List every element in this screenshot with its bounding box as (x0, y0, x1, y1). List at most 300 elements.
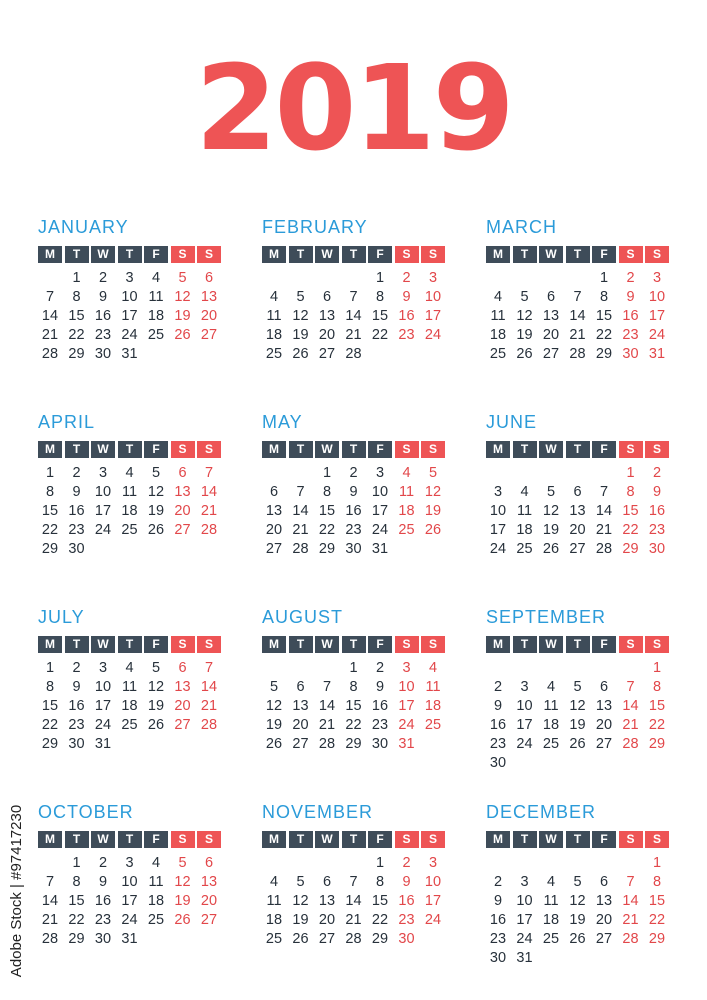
weekday-header-cell: T (118, 246, 142, 263)
weekday-header-cell: F (592, 636, 616, 653)
day-cell: 19 (292, 912, 309, 928)
weekend-header-cell: S (421, 246, 445, 263)
day-cell: 18 (147, 308, 165, 324)
day-cell: 4 (151, 855, 161, 871)
weekend-day: 7 (626, 874, 635, 890)
weekend-header-cell: S (619, 831, 643, 848)
weekend-day: 27 (174, 717, 191, 733)
day-cell: 11 (516, 503, 533, 519)
day-cell: 3 (125, 270, 134, 286)
weekday-header-cell: T (289, 246, 313, 263)
weekend-day: 23 (622, 327, 639, 343)
weekend-day: 5 (178, 855, 187, 871)
day-cell: 3 (520, 679, 529, 695)
day-cell: 1 (45, 660, 55, 676)
weekday-header-cell: F (368, 831, 392, 848)
day-cell: 4 (151, 270, 161, 286)
day-cell: 15 (68, 308, 85, 324)
day-cell: 18 (516, 522, 533, 538)
weekend-header-cell: S (645, 441, 669, 458)
day-cell: 19 (292, 327, 309, 343)
weekday-header-cell: W (315, 246, 339, 263)
day-cell: 2 (72, 660, 81, 676)
day-cell: 29 (68, 931, 85, 947)
day-cell: 25 (121, 717, 138, 733)
day-cell: 16 (94, 893, 112, 909)
weekend-header-cell: S (395, 636, 419, 653)
day-cell: 25 (265, 931, 283, 947)
day-cell: 7 (349, 289, 358, 305)
day-cell: 16 (345, 503, 362, 519)
weekend-day: 30 (622, 346, 639, 362)
day-cell: 9 (349, 484, 358, 500)
day-cell: 5 (151, 465, 161, 481)
day-cell: 3 (375, 465, 385, 481)
day-cell: 9 (375, 679, 385, 695)
day-cell: 6 (546, 289, 556, 305)
weekday-header-cell: M (262, 246, 286, 263)
day-cell: 29 (345, 736, 362, 752)
weekend-day: 11 (425, 679, 441, 695)
weekday-header-cell: F (144, 246, 168, 263)
weekend-header-cell: S (171, 831, 195, 848)
day-cell: 15 (345, 698, 362, 714)
day-cell: 30 (489, 755, 507, 771)
day-cell: 24 (94, 717, 112, 733)
weekday-header-cell: W (539, 441, 563, 458)
stock-id-label: Adobe Stock | #97417230 (8, 804, 25, 978)
day-cell: 4 (125, 465, 134, 481)
day-cell: 18 (265, 912, 283, 928)
day-cell: 13 (569, 503, 586, 519)
day-cell: 5 (520, 289, 529, 305)
weekend-day: 9 (652, 484, 662, 500)
weekend-day: 15 (622, 503, 639, 519)
weekend-day: 12 (174, 289, 191, 305)
day-cell: 2 (493, 874, 503, 890)
weekend-day: 12 (424, 484, 442, 500)
day-cell: 23 (489, 736, 507, 752)
day-cell: 14 (318, 698, 336, 714)
day-cell: 23 (371, 717, 389, 733)
weekend-day: 22 (648, 912, 666, 928)
weekday-header-cell: W (315, 831, 339, 848)
day-cell: 10 (94, 484, 112, 500)
month-name: DECEMBER (486, 802, 597, 822)
weekday-header-cell: F (592, 441, 616, 458)
day-cell: 30 (94, 346, 112, 362)
weekday-header-cell: M (262, 636, 286, 653)
weekend-header-cell: S (421, 831, 445, 848)
weekend-header-cell: S (171, 636, 195, 653)
weekday-header-cell: T (65, 831, 89, 848)
day-cell: 27 (265, 541, 283, 557)
weekend-header-cell: S (197, 441, 221, 458)
weekend-day: 7 (626, 679, 635, 695)
day-cell: 6 (322, 289, 332, 305)
day-cell: 28 (318, 736, 336, 752)
weekend-day: 4 (428, 660, 438, 676)
day-cell: 28 (292, 541, 309, 557)
day-cell: 24 (121, 912, 138, 928)
weekend-day: 20 (174, 698, 191, 714)
day-cell: 26 (265, 736, 283, 752)
day-cell: 5 (546, 484, 556, 500)
day-cell: 25 (147, 327, 165, 343)
weekday-header-cell: M (486, 831, 510, 848)
weekend-day: 10 (398, 679, 415, 695)
day-cell: 23 (489, 931, 507, 947)
day-cell: 12 (147, 484, 165, 500)
day-cell: 19 (147, 698, 165, 714)
day-cell: 15 (68, 893, 85, 909)
day-cell: 31 (94, 736, 112, 752)
day-cell: 27 (318, 346, 336, 362)
day-cell: 29 (595, 346, 613, 362)
weekend-header-cell: S (197, 831, 221, 848)
day-cell: 16 (94, 308, 112, 324)
weekday-header-cell: T (342, 636, 366, 653)
weekend-day: 17 (648, 308, 666, 324)
weekend-day: 28 (622, 931, 639, 947)
weekday-header (38, 831, 223, 848)
weekend-day: 22 (622, 522, 639, 538)
weekend-day: 18 (398, 503, 415, 519)
weekend-day: 17 (424, 308, 442, 324)
day-cell: 18 (542, 912, 560, 928)
day-cell: 17 (489, 522, 507, 538)
day-cell: 21 (345, 327, 362, 343)
day-cell: 2 (375, 660, 385, 676)
month-name: OCTOBER (38, 802, 134, 822)
weekday-header (262, 246, 447, 263)
weekend-day: 26 (424, 522, 442, 538)
day-cell: 8 (72, 874, 81, 890)
weekday-header-cell: M (486, 246, 510, 263)
weekend-day: 14 (622, 893, 639, 909)
weekend-day: 5 (428, 465, 438, 481)
day-cell: 22 (41, 522, 59, 538)
day-cell: 11 (148, 289, 164, 305)
weekend-day: 3 (402, 660, 411, 676)
weekday-header-cell: M (486, 441, 510, 458)
day-cell: 18 (121, 503, 138, 519)
weekday-header-cell: T (566, 441, 590, 458)
weekend-day: 3 (428, 270, 438, 286)
weekday-header (38, 441, 223, 458)
day-cell: 13 (292, 698, 309, 714)
day-cell: 19 (147, 503, 165, 519)
weekend-day: 13 (174, 484, 191, 500)
weekday-header-cell: T (513, 246, 537, 263)
day-cell: 6 (322, 874, 332, 890)
day-cell: 31 (371, 541, 389, 557)
day-cell: 15 (318, 503, 336, 519)
weekend-day: 27 (200, 327, 218, 343)
day-cell: 29 (318, 541, 336, 557)
weekend-day: 7 (204, 660, 214, 676)
day-cell: 12 (292, 893, 309, 909)
day-cell: 2 (493, 679, 503, 695)
weekend-day: 6 (204, 855, 214, 871)
day-cell: 6 (269, 484, 279, 500)
day-cell: 27 (595, 736, 613, 752)
weekend-day: 26 (174, 912, 191, 928)
day-cell: 11 (490, 308, 506, 324)
day-cell: 14 (345, 893, 362, 909)
day-cell: 17 (121, 893, 138, 909)
weekend-header-cell: S (645, 246, 669, 263)
weekend-day: 28 (622, 736, 639, 752)
day-cell: 7 (45, 874, 55, 890)
day-cell: 26 (516, 346, 533, 362)
weekend-day: 30 (398, 931, 415, 947)
day-cell: 27 (595, 931, 613, 947)
weekend-day: 16 (398, 893, 415, 909)
weekday-header-cell: W (315, 441, 339, 458)
weekday-header-cell: W (91, 441, 115, 458)
weekday-header-cell: W (91, 831, 115, 848)
weekend-day: 17 (424, 893, 442, 909)
month-name: APRIL (38, 412, 96, 432)
weekend-day: 22 (648, 717, 666, 733)
weekend-header-cell: S (171, 441, 195, 458)
day-cell: 12 (292, 308, 309, 324)
day-cell: 24 (489, 541, 507, 557)
weekend-header-cell: S (395, 441, 419, 458)
weekend-day: 2 (402, 855, 411, 871)
weekend-header-cell: S (197, 636, 221, 653)
weekday-header-cell: T (118, 636, 142, 653)
day-cell: 31 (121, 346, 138, 362)
day-cell: 26 (292, 931, 309, 947)
weekday-header-cell: T (289, 831, 313, 848)
month-name: MARCH (486, 217, 557, 237)
day-cell: 6 (573, 484, 582, 500)
day-cell: 7 (296, 484, 305, 500)
day-cell: 25 (542, 736, 560, 752)
day-cell: 28 (595, 541, 613, 557)
weekend-day: 13 (174, 679, 191, 695)
weekend-day: 14 (200, 484, 218, 500)
weekend-day: 14 (200, 679, 218, 695)
weekend-day: 11 (398, 484, 415, 500)
weekday-header-cell: T (513, 441, 537, 458)
day-cell: 30 (345, 541, 362, 557)
day-cell: 9 (98, 874, 108, 890)
day-cell: 11 (266, 893, 282, 909)
day-cell: 16 (489, 717, 507, 733)
day-cell: 26 (292, 346, 309, 362)
day-cell: 25 (542, 931, 560, 947)
weekend-day: 28 (200, 717, 218, 733)
day-cell: 7 (349, 874, 358, 890)
weekend-day: 1 (652, 660, 662, 676)
day-cell: 10 (489, 503, 507, 519)
day-cell: 16 (68, 503, 85, 519)
day-cell: 3 (520, 874, 529, 890)
day-cell: 19 (265, 717, 283, 733)
day-cell: 15 (41, 698, 59, 714)
day-cell: 21 (41, 912, 59, 928)
weekday-header-cell: M (38, 246, 62, 263)
day-cell: 8 (375, 289, 385, 305)
weekend-day: 24 (648, 327, 666, 343)
weekend-day: 5 (178, 270, 187, 286)
day-cell: 13 (595, 698, 613, 714)
day-cell: 18 (542, 717, 560, 733)
weekend-day: 23 (648, 522, 666, 538)
day-cell: 8 (375, 874, 385, 890)
day-cell: 22 (595, 327, 613, 343)
day-cell: 22 (68, 912, 85, 928)
weekend-day: 4 (402, 465, 411, 481)
day-cell: 20 (569, 522, 586, 538)
weekend-day: 27 (174, 522, 191, 538)
day-cell: 4 (546, 874, 556, 890)
day-cell: 4 (269, 289, 279, 305)
weekend-day: 10 (424, 289, 442, 305)
day-cell: 11 (543, 698, 559, 714)
day-cell: 23 (94, 327, 112, 343)
day-cell: 14 (41, 893, 59, 909)
day-cell: 1 (349, 660, 358, 676)
day-cell: 25 (516, 541, 533, 557)
weekend-day: 8 (626, 484, 635, 500)
day-cell: 5 (573, 679, 582, 695)
weekday-header-cell: T (65, 246, 89, 263)
day-cell: 24 (371, 522, 389, 538)
day-cell: 30 (489, 950, 507, 966)
day-cell: 22 (371, 327, 389, 343)
weekday-header-cell: M (486, 636, 510, 653)
weekday-header-cell: T (289, 441, 313, 458)
day-cell: 5 (151, 660, 161, 676)
day-cell: 18 (265, 327, 283, 343)
day-cell: 20 (318, 327, 336, 343)
day-cell: 25 (121, 522, 138, 538)
weekend-day: 1 (626, 465, 635, 481)
weekend-day: 18 (424, 698, 442, 714)
day-cell: 9 (72, 484, 81, 500)
day-cell: 2 (72, 465, 81, 481)
weekend-day: 16 (622, 308, 639, 324)
day-cell: 13 (595, 893, 613, 909)
day-cell: 22 (68, 327, 85, 343)
day-cell: 29 (41, 736, 59, 752)
weekend-day: 13 (200, 874, 218, 890)
weekend-day: 21 (200, 503, 218, 519)
day-cell: 9 (98, 289, 108, 305)
day-cell: 20 (595, 912, 613, 928)
weekend-day: 6 (178, 660, 187, 676)
day-cell: 5 (296, 874, 305, 890)
day-cell: 22 (345, 717, 362, 733)
weekday-header (38, 246, 223, 263)
day-cell: 14 (569, 308, 586, 324)
weekend-day: 27 (200, 912, 218, 928)
month-name: MAY (262, 412, 303, 432)
day-cell: 1 (375, 270, 385, 286)
day-cell: 9 (493, 893, 503, 909)
day-cell: 4 (125, 660, 134, 676)
day-cell: 16 (489, 912, 507, 928)
weekday-header-cell: W (91, 636, 115, 653)
weekend-day: 24 (424, 327, 442, 343)
day-cell: 15 (41, 503, 59, 519)
day-cell: 13 (265, 503, 283, 519)
day-cell: 11 (121, 484, 138, 500)
weekday-header-cell: T (118, 831, 142, 848)
day-cell: 29 (371, 931, 389, 947)
day-cell: 16 (68, 698, 85, 714)
weekend-day: 12 (174, 874, 191, 890)
weekend-day: 19 (174, 308, 191, 324)
day-cell: 24 (516, 736, 533, 752)
weekday-header-cell: W (539, 636, 563, 653)
weekday-header-cell: T (513, 831, 537, 848)
weekend-day: 16 (648, 503, 666, 519)
day-cell: 7 (45, 289, 55, 305)
weekday-header-cell: F (368, 441, 392, 458)
day-cell: 11 (148, 874, 164, 890)
day-cell: 16 (371, 698, 389, 714)
weekday-header-cell: F (592, 831, 616, 848)
weekday-header-cell: T (342, 246, 366, 263)
weekend-header-cell: S (619, 246, 643, 263)
weekend-day: 16 (398, 308, 415, 324)
weekend-day: 26 (174, 327, 191, 343)
day-cell: 26 (569, 736, 586, 752)
weekend-day: 2 (652, 465, 662, 481)
month-name: AUGUST (262, 607, 344, 627)
weekday-header-cell: W (315, 636, 339, 653)
weekend-day: 10 (648, 289, 666, 305)
day-cell: 21 (595, 522, 613, 538)
day-cell: 1 (322, 465, 332, 481)
weekend-day: 21 (622, 912, 639, 928)
weekend-day: 14 (622, 698, 639, 714)
weekend-day: 1 (652, 855, 662, 871)
weekend-day: 3 (428, 855, 438, 871)
day-cell: 21 (345, 912, 362, 928)
day-cell: 2 (349, 465, 358, 481)
day-cell: 5 (296, 289, 305, 305)
day-cell: 14 (595, 503, 613, 519)
weekend-day: 29 (622, 541, 639, 557)
day-cell: 27 (569, 541, 586, 557)
day-cell: 27 (542, 346, 560, 362)
day-cell: 3 (493, 484, 503, 500)
day-cell: 30 (371, 736, 389, 752)
weekend-day: 24 (424, 912, 442, 928)
day-cell: 10 (94, 679, 112, 695)
day-cell: 8 (45, 679, 55, 695)
weekend-day: 8 (652, 874, 662, 890)
day-cell: 6 (296, 679, 305, 695)
day-cell: 18 (489, 327, 507, 343)
day-cell: 25 (265, 346, 283, 362)
day-cell: 21 (41, 327, 59, 343)
day-cell: 13 (542, 308, 560, 324)
year-title: 2019 (195, 39, 512, 177)
weekend-day: 28 (200, 522, 218, 538)
day-cell: 15 (371, 308, 389, 324)
day-cell: 3 (98, 465, 108, 481)
weekend-day: 6 (204, 270, 214, 286)
day-cell: 1 (599, 270, 609, 286)
day-cell: 8 (45, 484, 55, 500)
